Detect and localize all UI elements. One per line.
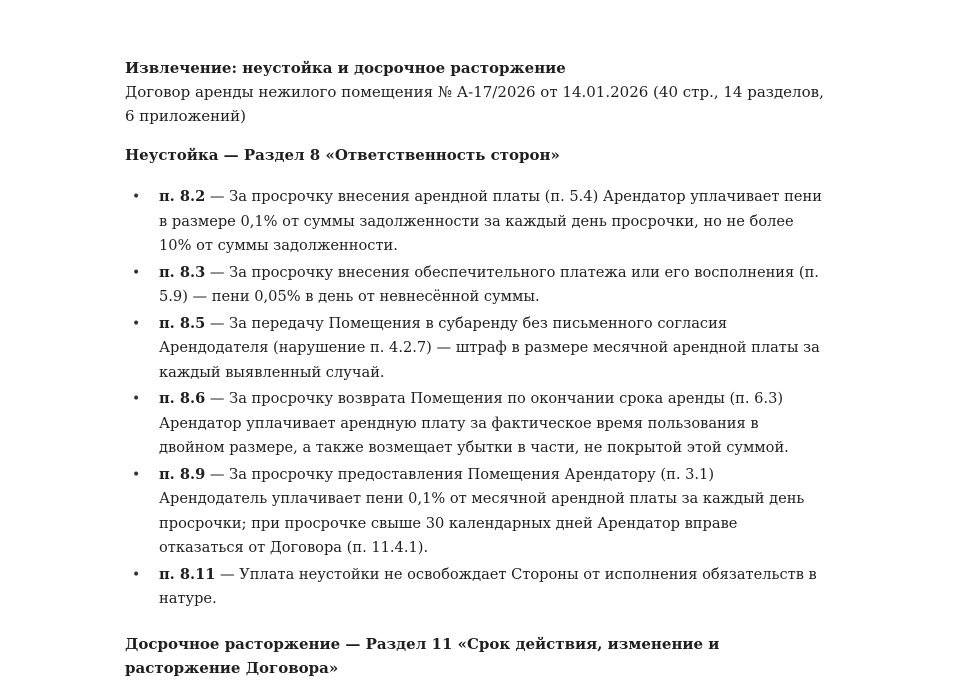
clause-number: п. 8.11 <box>159 565 216 583</box>
clause-text: — За просрочку предоставления Помещения Арендатору (п. 3.1) Арендодатель уплачивает пени 0,1% от месячной арендной платы за каждый день просрочки; при просрочке свыше 30 календарных дней Арендатор вправе отказаться от Договора (п. 11.4.1). <box>159 465 805 556</box>
clause-item-8-5 <box>125 312 825 386</box>
clause-number: п. 8.5 <box>159 314 206 332</box>
document-subtitle: Договор аренды нежилого помещения № А-17/2026 от 14.01.2026 (40 стр., 14 разделов, 6 приложений) <box>125 83 824 125</box>
clause-number: п. 8.2 <box>159 188 206 205</box>
clause-item-8-2 <box>125 185 825 259</box>
penalty-section-heading: Неустойка — Раздел 8 «Ответственность сторон» <box>125 146 560 164</box>
penalty-clause-list <box>125 185 825 612</box>
bullet-icon: • <box>132 264 141 281</box>
clause-number: п. 8.9 <box>159 465 206 483</box>
termination-section-heading: Досрочное расторжение — Раздел 11 «Срок действия, изменение и расторжение Договора» <box>125 634 720 677</box>
clause-text: — За просрочку возврата Помещения по окончании срока аренды (п. 6.3) Арендатор уплачивает арендную плату за фактическое время пользования в двойном размере, а также возмещает убытки в части, не покрытой этой суммой. <box>159 390 789 456</box>
bullet-icon: • <box>132 189 141 205</box>
bullet-icon: • <box>132 466 141 483</box>
clause-item-8-6 <box>125 387 825 461</box>
document-extract <box>125 56 825 680</box>
clause-text: — За просрочку внесения арендной платы (п. 5.4) Арендатор уплачивает пени в размере 0,1% от суммы задолженности за каждый день просрочки, но не более 10% от суммы задолженности. <box>159 188 822 254</box>
clause-text: — Уплата неустойки не освобождает Стороны от исполнения обязательств в натуре. <box>159 565 817 607</box>
clause-text: — За просрочку внесения обеспечительного платежа или его восполнения (п. 5.9) — пени 0,05% в день от невнесённой суммы. <box>159 263 819 305</box>
clause-number: п. 8.6 <box>159 390 206 407</box>
bullet-icon: • <box>132 315 141 332</box>
clause-item-8-11 <box>125 563 825 612</box>
document-title: Извлечение: неустойка и досрочное расторжение <box>125 59 566 77</box>
clause-number: п. 8.3 <box>159 263 206 281</box>
bullet-icon: • <box>132 391 141 407</box>
clause-text: — За передачу Помещения в субаренду без письменного согласия Арендодателя (нарушение п. 4.2.7) — штраф в размере месячной арендной платы за каждый выявленный случай. <box>159 314 820 381</box>
bullet-icon: • <box>132 566 141 583</box>
clause-item-8-3 <box>125 261 825 310</box>
clause-item-8-9 <box>125 463 825 561</box>
